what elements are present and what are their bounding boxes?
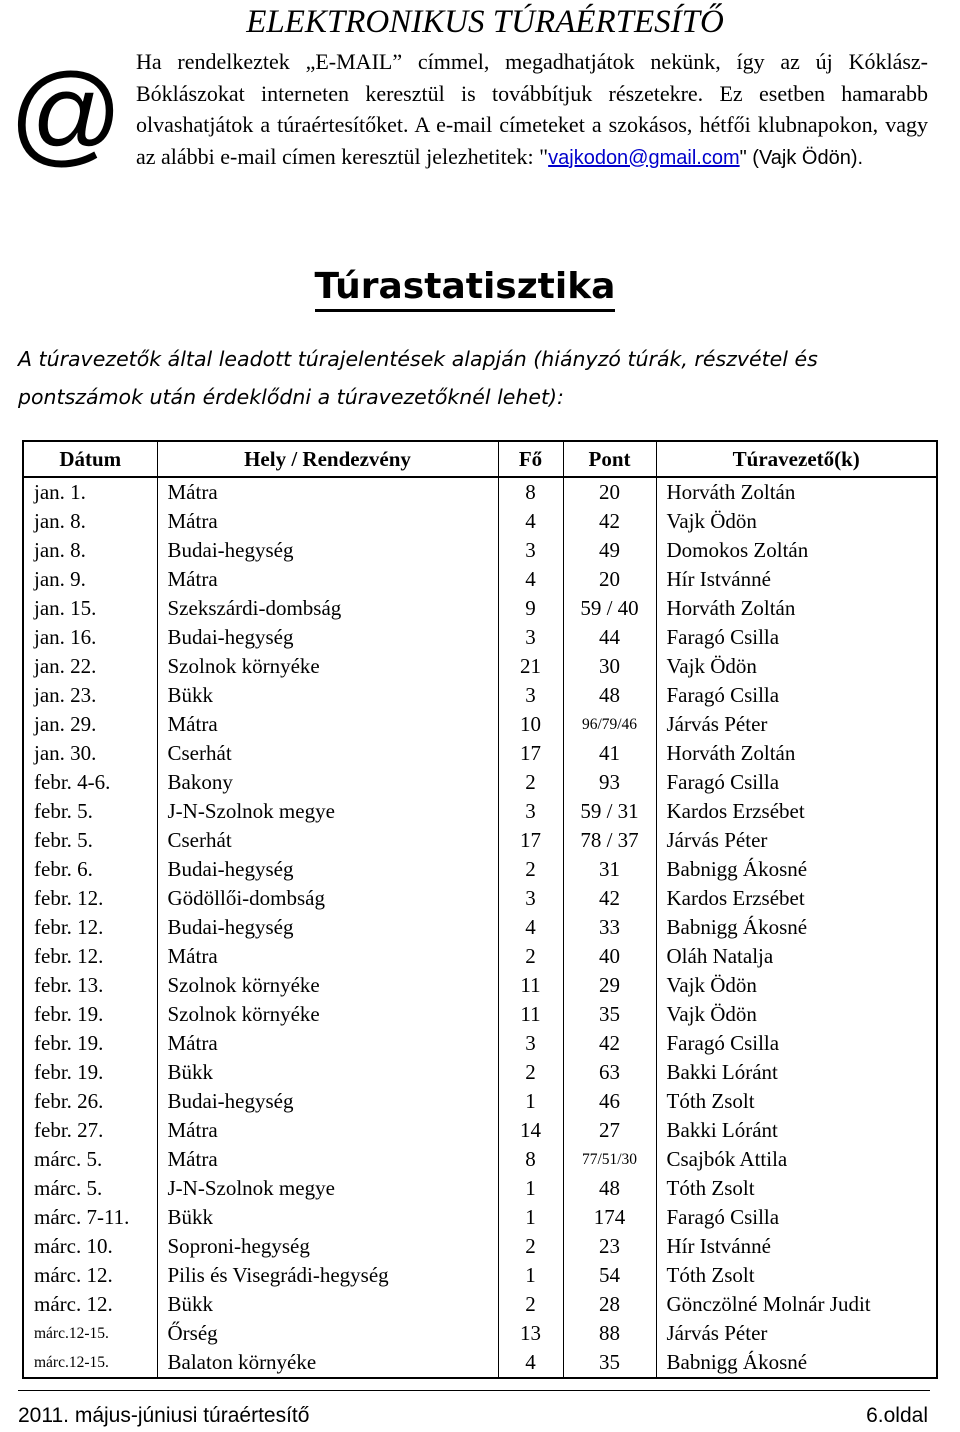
- cell-date: febr. 26.: [34, 1089, 104, 1113]
- cell-people: 2: [498, 1290, 563, 1319]
- cell-leader: Hír Istvánné: [656, 565, 937, 594]
- table-row: [23, 507, 937, 536]
- cell-leader: Bakki Lóránt: [656, 1116, 937, 1145]
- cell-date: jan. 8.: [34, 509, 86, 533]
- cell-people: 1: [498, 1203, 563, 1232]
- cell-date: jan. 22.: [34, 654, 97, 678]
- cell-leader: Járvás Péter: [656, 710, 937, 739]
- cell-place: J-N-Szolnok megye: [157, 1174, 498, 1203]
- cell-place: J-N-Szolnok megye: [157, 797, 498, 826]
- section-subtitle: A túravezetők által leadott túrajelentések alapján (hiányzó túrák, részvétel és pontszámok után érdeklődni a túravezetőknél lehet):: [18, 347, 818, 409]
- cell-leader: Horváth Zoltán: [656, 594, 937, 623]
- cell-leader: Faragó Csilla: [656, 681, 937, 710]
- table-row: [23, 768, 937, 797]
- cell-place: Szolnok környéke: [157, 652, 498, 681]
- header-leaders: Túravezető(k): [656, 441, 937, 477]
- cell-place: Budai-hegység: [157, 1087, 498, 1116]
- table-row: [23, 1087, 937, 1116]
- table-row: [23, 884, 937, 913]
- cell-points: 35: [563, 1348, 656, 1378]
- cell-people: 1: [498, 1087, 563, 1116]
- section-title: [0, 262, 930, 312]
- cell-people: 3: [498, 884, 563, 913]
- cell-people: 21: [498, 652, 563, 681]
- cell-date: febr. 19.: [34, 1002, 104, 1026]
- table-row: [23, 1174, 937, 1203]
- cell-points: 20: [563, 565, 656, 594]
- cell-people: 3: [498, 623, 563, 652]
- table-row: [23, 536, 937, 565]
- cell-leader: Gönczölné Molnár Judit: [656, 1290, 937, 1319]
- cell-place: Mátra: [157, 710, 498, 739]
- cell-points: 27: [563, 1116, 656, 1145]
- cell-place: Cserhát: [157, 826, 498, 855]
- cell-date: márc. 12.: [34, 1292, 113, 1316]
- cell-leader: Horváth Zoltán: [656, 477, 937, 507]
- cell-leader: Vajk Ödön: [656, 1000, 937, 1029]
- cell-date: jan. 29.: [34, 712, 97, 736]
- cell-points: 77/51/30: [563, 1145, 656, 1174]
- cell-points: 46: [563, 1087, 656, 1116]
- table-row: [23, 565, 937, 594]
- cell-points: 96/79/46: [563, 710, 656, 739]
- cell-place: Balaton környéke: [157, 1348, 498, 1378]
- cell-leader: Faragó Csilla: [656, 623, 937, 652]
- cell-points: 44: [563, 623, 656, 652]
- table-header-row: [23, 441, 937, 477]
- footer-page-number: 6.oldal: [866, 1404, 928, 1427]
- cell-points: 59 / 31: [563, 797, 656, 826]
- table-row: [23, 681, 937, 710]
- cell-leader: Kardos Erzsébet: [656, 797, 937, 826]
- cell-date: márc. 5.: [34, 1176, 103, 1200]
- cell-people: 11: [498, 971, 563, 1000]
- cell-place: Mátra: [157, 1029, 498, 1058]
- cell-points: 42: [563, 507, 656, 536]
- cell-leader: Vajk Ödön: [656, 652, 937, 681]
- cell-people: 8: [498, 1145, 563, 1174]
- cell-leader: Hír Istvánné: [656, 1232, 937, 1261]
- email-link[interactable]: vajkodon@gmail.com: [548, 146, 740, 169]
- cell-people: 3: [498, 536, 563, 565]
- cell-points: 49: [563, 536, 656, 565]
- cell-date: febr. 12.: [34, 944, 104, 968]
- cell-leader: Horváth Zoltán: [656, 739, 937, 768]
- table-row: [23, 971, 937, 1000]
- cell-place: Bükk: [157, 681, 498, 710]
- cell-date: jan. 8.: [34, 538, 86, 562]
- cell-date: jan. 15.: [34, 596, 97, 620]
- cell-date: jan. 9.: [34, 567, 86, 591]
- table-row: [23, 1116, 937, 1145]
- table-row: [23, 942, 937, 971]
- cell-place: Bükk: [157, 1058, 498, 1087]
- cell-points: 30: [563, 652, 656, 681]
- cell-points: 40: [563, 942, 656, 971]
- cell-people: 2: [498, 942, 563, 971]
- cell-place: Mátra: [157, 942, 498, 971]
- cell-date: jan. 30.: [34, 741, 97, 765]
- cell-points: 59 / 40: [563, 594, 656, 623]
- cell-date: márc. 12.: [34, 1263, 113, 1287]
- table-row: [23, 1058, 937, 1087]
- table-row: [23, 913, 937, 942]
- cell-people: 13: [498, 1319, 563, 1348]
- table-row: [23, 477, 937, 507]
- cell-points: 54: [563, 1261, 656, 1290]
- cell-place: Budai-hegység: [157, 536, 498, 565]
- cell-leader: Faragó Csilla: [656, 768, 937, 797]
- cell-place: Cserhát: [157, 739, 498, 768]
- cell-place: Szolnok környéke: [157, 971, 498, 1000]
- cell-leader: Faragó Csilla: [656, 1203, 937, 1232]
- at-sign-icon: @: [9, 51, 123, 176]
- cell-points: 48: [563, 1174, 656, 1203]
- cell-leader: Vajk Ödön: [656, 507, 937, 536]
- footer-issue: 2011. május-júniusi túraértesítő: [18, 1404, 310, 1427]
- cell-leader: Babnigg Ákosné: [656, 855, 937, 884]
- table-row: [23, 1232, 937, 1261]
- cell-date: jan. 23.: [34, 683, 97, 707]
- table-row: [23, 1290, 937, 1319]
- cell-points: 23: [563, 1232, 656, 1261]
- cell-points: 78 / 37: [563, 826, 656, 855]
- header-people: Fő: [498, 441, 563, 477]
- cell-people: 14: [498, 1116, 563, 1145]
- table-row: [23, 1319, 937, 1348]
- cell-date: márc.12-15.: [34, 1325, 109, 1342]
- cell-date: febr. 12.: [34, 886, 104, 910]
- cell-place: Mátra: [157, 477, 498, 507]
- cell-leader: Bakki Lóránt: [656, 1058, 937, 1087]
- cell-people: 10: [498, 710, 563, 739]
- cell-people: 17: [498, 739, 563, 768]
- cell-place: Mátra: [157, 1116, 498, 1145]
- table-row: [23, 623, 937, 652]
- cell-points: 31: [563, 855, 656, 884]
- cell-place: Budai-hegység: [157, 855, 498, 884]
- table-row: [23, 797, 937, 826]
- cell-people: 2: [498, 1232, 563, 1261]
- cell-leader: Kardos Erzsébet: [656, 884, 937, 913]
- cell-people: 17: [498, 826, 563, 855]
- cell-place: Gödöllői-dombság: [157, 884, 498, 913]
- cell-date: febr. 5.: [34, 828, 93, 852]
- table-row: [23, 1203, 937, 1232]
- cell-leader: Tóth Zsolt: [656, 1174, 937, 1203]
- cell-points: 33: [563, 913, 656, 942]
- cell-people: 2: [498, 768, 563, 797]
- cell-date: febr. 6.: [34, 857, 93, 881]
- intro-text: Ha rendelkeztek „E-MAIL” címmel, megadhatjátok nekünk, így az új Kóklász-Bóklászokat interneten keresztül is továbbítjuk részetekre. Ez esetben hamarabb olvashatjátok a túraértesítőket. A e-mail címeteket a szokásos, hétfői klubnapokon, vagy az alábbi e-mail címen keresztül jelezhetitek: ": [136, 49, 928, 169]
- intro-tail: " (Vajk Ödön).: [739, 146, 864, 169]
- cell-date: febr. 19.: [34, 1031, 104, 1055]
- cell-points: 29: [563, 971, 656, 1000]
- cell-place: Pilis és Visegrádi-hegység: [157, 1261, 498, 1290]
- table-row: [23, 855, 937, 884]
- header-points: Pont: [563, 441, 656, 477]
- cell-points: 174: [563, 1203, 656, 1232]
- footer-divider: [18, 1390, 930, 1391]
- cell-place: Őrség: [157, 1319, 498, 1348]
- cell-people: 11: [498, 1000, 563, 1029]
- cell-points: 20: [563, 477, 656, 507]
- table-row: [23, 594, 937, 623]
- cell-leader: Oláh Natalja: [656, 942, 937, 971]
- cell-place: Budai-hegység: [157, 913, 498, 942]
- cell-leader: Járvás Péter: [656, 826, 937, 855]
- cell-people: 4: [498, 1348, 563, 1378]
- cell-people: 8: [498, 477, 563, 507]
- table-row: [23, 1348, 937, 1378]
- cell-place: Bükk: [157, 1203, 498, 1232]
- cell-points: 93: [563, 768, 656, 797]
- section-title-text: Túrastatisztika: [315, 266, 616, 312]
- cell-date: febr. 19.: [34, 1060, 104, 1084]
- cell-date: jan. 16.: [34, 625, 97, 649]
- cell-people: 3: [498, 797, 563, 826]
- cell-date: márc. 10.: [34, 1234, 113, 1258]
- cell-people: 1: [498, 1261, 563, 1290]
- header-place: Hely / Rendezvény: [157, 441, 498, 477]
- cell-place: Mátra: [157, 1145, 498, 1174]
- cell-place: Mátra: [157, 565, 498, 594]
- cell-people: 4: [498, 913, 563, 942]
- table-row: [23, 1029, 937, 1058]
- cell-place: Soproni-hegység: [157, 1232, 498, 1261]
- cell-leader: Domokos Zoltán: [656, 536, 937, 565]
- cell-points: 42: [563, 1029, 656, 1058]
- cell-points: 41: [563, 739, 656, 768]
- cell-people: 2: [498, 1058, 563, 1087]
- intro-paragraph: [136, 46, 928, 174]
- cell-date: jan. 1.: [34, 480, 86, 504]
- table-row: [23, 1145, 937, 1174]
- table-row: [23, 710, 937, 739]
- cell-date: márc. 5.: [34, 1147, 103, 1171]
- cell-date: febr. 12.: [34, 915, 104, 939]
- cell-leader: Csajbók Attila: [656, 1145, 937, 1174]
- cell-points: 28: [563, 1290, 656, 1319]
- cell-people: 3: [498, 1029, 563, 1058]
- cell-leader: Vajk Ödön: [656, 971, 937, 1000]
- cell-leader: Faragó Csilla: [656, 1029, 937, 1058]
- cell-people: 3: [498, 681, 563, 710]
- cell-date: márc. 7-11.: [34, 1205, 130, 1229]
- cell-leader: Tóth Zsolt: [656, 1261, 937, 1290]
- cell-points: 63: [563, 1058, 656, 1087]
- cell-points: 42: [563, 884, 656, 913]
- cell-place: Bükk: [157, 1290, 498, 1319]
- cell-points: 48: [563, 681, 656, 710]
- cell-people: 1: [498, 1174, 563, 1203]
- cell-people: 2: [498, 855, 563, 884]
- cell-points: 88: [563, 1319, 656, 1348]
- cell-place: Bakony: [157, 768, 498, 797]
- cell-place: Mátra: [157, 507, 498, 536]
- cell-date: febr. 27.: [34, 1118, 104, 1142]
- cell-leader: Tóth Zsolt: [656, 1087, 937, 1116]
- cell-people: 4: [498, 507, 563, 536]
- cell-place: Szolnok környéke: [157, 1000, 498, 1029]
- cell-place: Budai-hegység: [157, 623, 498, 652]
- page-title: ELEKTRONIKUS TÚRAÉRTESÍTŐ: [246, 4, 724, 40]
- cell-leader: Babnigg Ákosné: [656, 1348, 937, 1378]
- tour-stats-table: [22, 440, 938, 1379]
- cell-points: 35: [563, 1000, 656, 1029]
- cell-date: febr. 4-6.: [34, 770, 111, 794]
- cell-place: Szekszárdi-dombság: [157, 594, 498, 623]
- header-date: Dátum: [23, 441, 157, 477]
- cell-leader: Járvás Péter: [656, 1319, 937, 1348]
- cell-date: márc.12-15.: [34, 1354, 109, 1371]
- table-row: [23, 826, 937, 855]
- cell-leader: Babnigg Ákosné: [656, 913, 937, 942]
- table-row: [23, 739, 937, 768]
- cell-people: 4: [498, 565, 563, 594]
- cell-people: 9: [498, 594, 563, 623]
- table-row: [23, 1000, 937, 1029]
- cell-date: febr. 13.: [34, 973, 104, 997]
- cell-date: febr. 5.: [34, 799, 93, 823]
- table-body: [23, 477, 937, 1378]
- table-row: [23, 652, 937, 681]
- table-row: [23, 1261, 937, 1290]
